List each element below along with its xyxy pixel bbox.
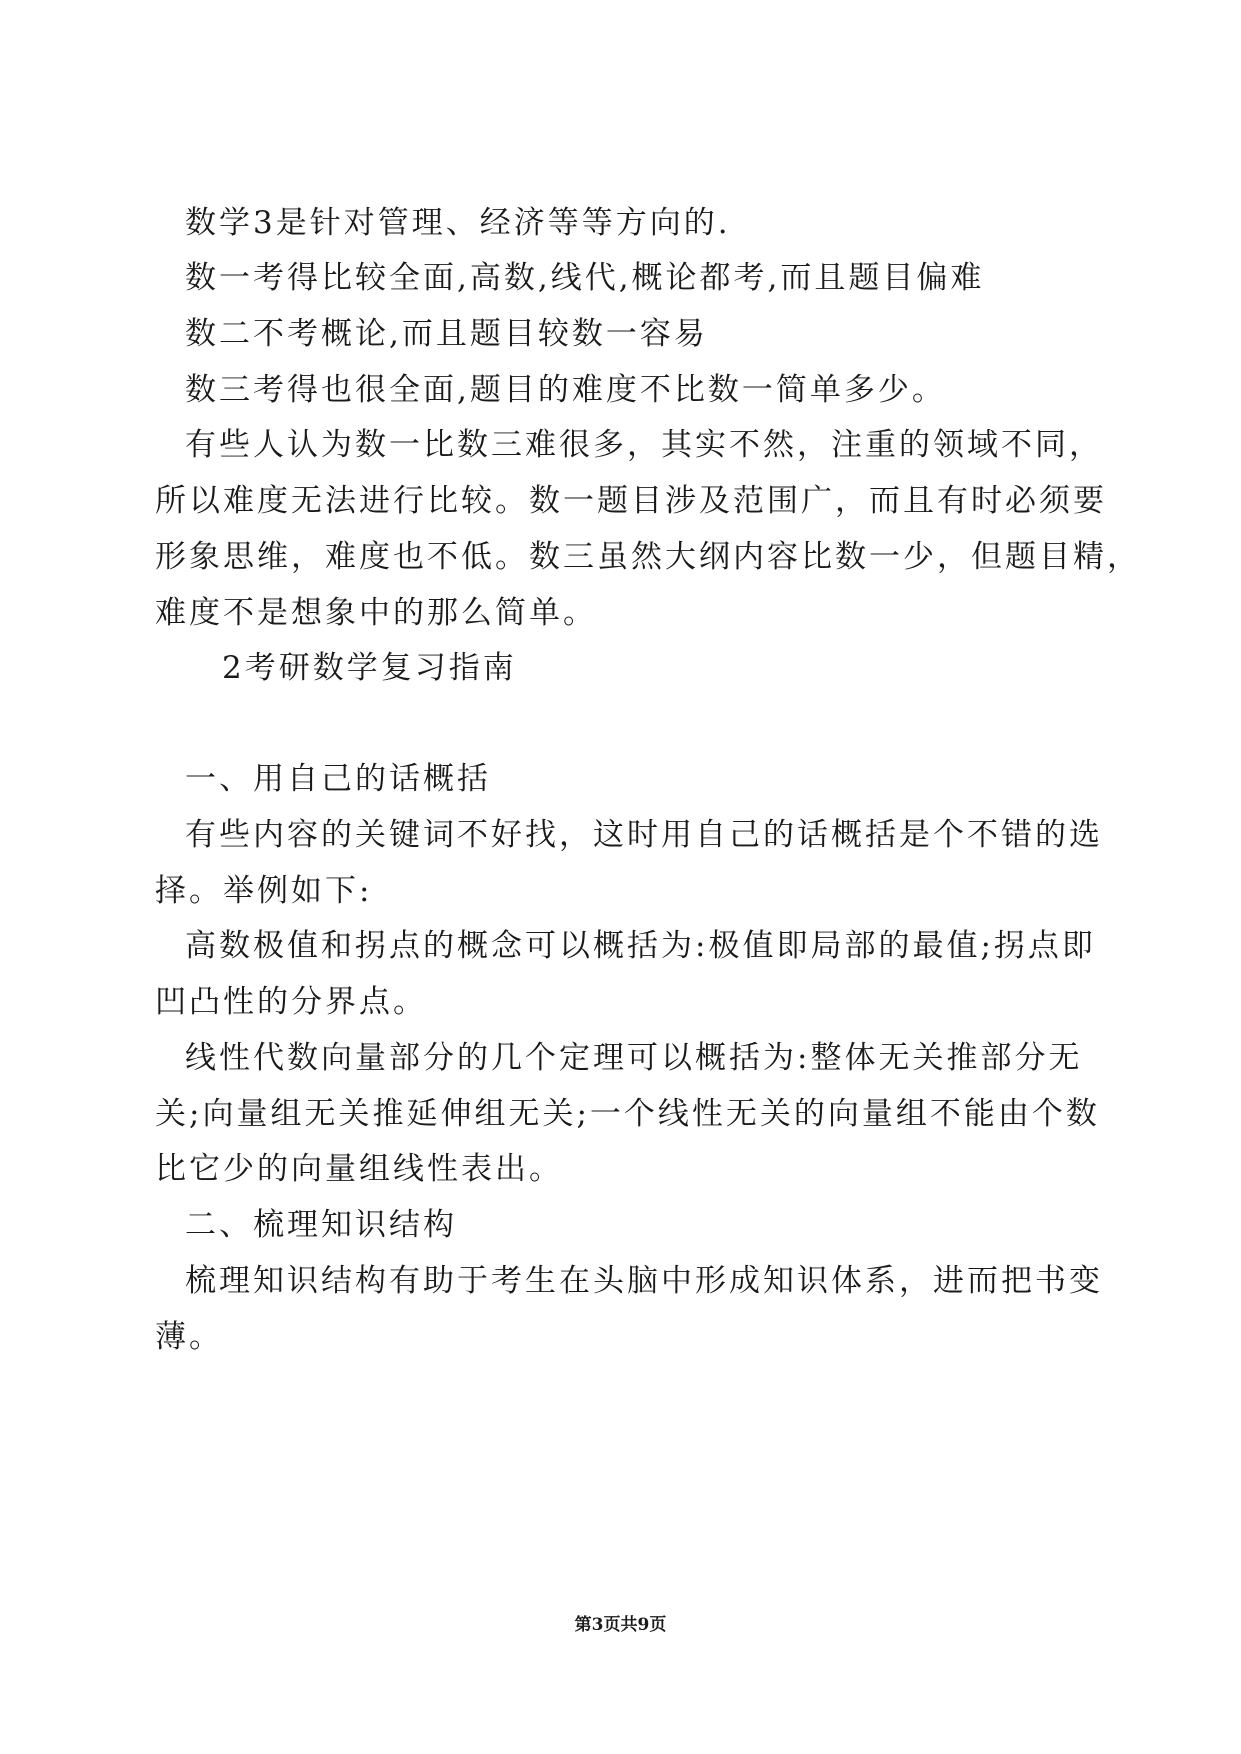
text-line: 数二不考概论,而且题目较数一容易 (185, 316, 708, 352)
text-line: 比它少的向量组线性表出。 (155, 1151, 563, 1187)
text-line: 关;向量组无关推延伸组无关;一个线性无关的向量组不能由个数 (155, 1096, 1100, 1132)
text-line: 形象思维，难度也不低。数三虽然大纲内容比数一少，但题目精， (155, 539, 1141, 575)
text-line: 高数极值和拐点的概念可以概括为:极值即局部的最值;拐点即 (185, 928, 1096, 964)
text-line: 所以难度无法进行比较。数一题目涉及范围广，而且有时必须要 (155, 483, 1107, 519)
text-line: 有些内容的关键词不好找，这时用自己的话概括是个不错的选 (185, 817, 1103, 853)
text-line: 择。举例如下: (155, 873, 373, 909)
section-heading: 2考研数学复习指南 (222, 650, 517, 686)
text-line: 难度不是想象中的那么简单。 (155, 595, 597, 631)
text-line: 有些人认为数一比数三难很多，其实不然，注重的领域不同， (185, 427, 1103, 463)
section-heading: 一、用自己的话概括 (185, 761, 491, 797)
text-line: 线性代数向量部分的几个定理可以概括为:整体无关推部分无 (185, 1040, 1083, 1076)
text-line: 数三考得也很全面,题目的难度不比数一简单多少。 (185, 372, 946, 408)
text-line: 梳理知识结构有助于考生在头脑中形成知识体系，进而把书变 (185, 1263, 1103, 1299)
page-footer: 第3页共9页 (574, 1615, 667, 1635)
text-line: 薄。 (155, 1319, 223, 1355)
section-heading: 二、梳理知识结构 (185, 1207, 457, 1243)
text-line: 数学3是针对管理、经济等等方向的. (185, 205, 731, 241)
text-line: 数一考得比较全面,高数,线代,概论都考,而且题目偏难 (185, 260, 985, 296)
text-line: 凹凸性的分界点。 (155, 984, 427, 1020)
